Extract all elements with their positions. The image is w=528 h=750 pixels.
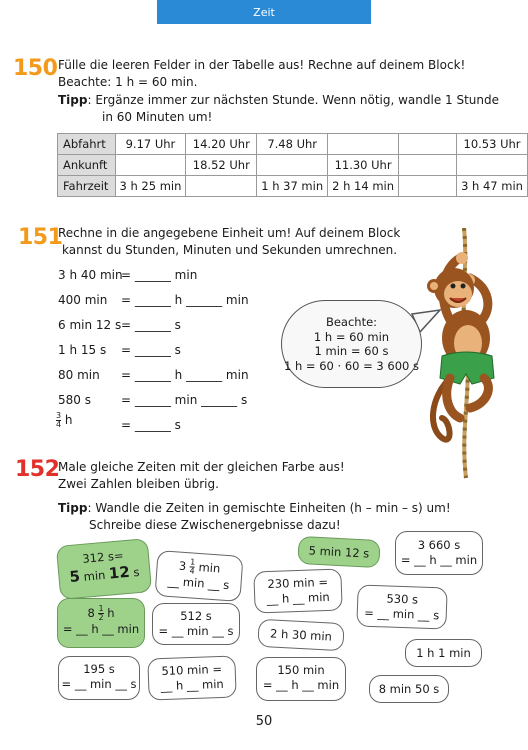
card-blank: __ min __ s	[167, 573, 230, 593]
exercise-number-150: 150	[13, 56, 58, 81]
bubble-title: Beachte:	[325, 315, 378, 329]
card-top: 512 s	[180, 609, 212, 623]
ex151-instruction-2: kannst du Stunden, Minuten und Sekunden umrechnen.	[62, 243, 398, 257]
table-cell: 18.52 Uhr	[186, 155, 257, 176]
task-left: 80 min	[58, 368, 100, 382]
card-blank: = __ h __ min	[62, 622, 140, 636]
tipp-text: : Ergänze immer zur nächsten Stunde. Wenn nötig, wandle 1 Stunde	[87, 93, 500, 107]
card-blank: = __ min __ s	[61, 677, 137, 691]
table-cell	[399, 134, 457, 155]
tipp-text: : Wandle die Zeiten in gemischte Einheiten (h – min – s) um!	[87, 501, 451, 515]
table-cell: 7.48 Uhr	[257, 134, 328, 155]
card-top: 150 min	[277, 663, 325, 677]
task-left: 400 min	[58, 293, 108, 307]
time-card-530s[interactable]	[356, 584, 447, 629]
card-top: 3 $\frac{1}{4}$ min	[178, 557, 221, 576]
table-row	[58, 134, 528, 155]
card-top: 312 s=	[81, 548, 125, 566]
time-card-312s[interactable]	[56, 538, 152, 600]
row-header: Abfahrt	[58, 134, 116, 155]
card-blank: = __ min __ s	[364, 605, 440, 623]
card-top: 3 660 s	[417, 538, 461, 552]
card-top: 8 $\frac{1}{2}$ h	[87, 604, 115, 622]
time-card-8-half-h[interactable]	[57, 598, 145, 648]
time-table	[57, 133, 528, 197]
row-header: Ankunft	[58, 155, 116, 176]
task-left-fraction	[56, 412, 73, 429]
table-row	[58, 155, 528, 176]
table-row	[58, 176, 528, 197]
table-cell	[399, 176, 457, 197]
ex150-instruction-1: Fülle die leeren Felder in der Tabelle aus! Rechne auf deinem Block!	[58, 58, 466, 72]
tipp-label: Tipp	[58, 93, 88, 107]
table-cell	[457, 155, 528, 176]
table-cell	[257, 155, 328, 176]
time-card-1h1min[interactable]: 1 h 1 min	[405, 639, 482, 667]
card-blank: = __ h __ min	[262, 678, 340, 692]
ex152-instruction-1: Male gleiche Zeiten mit der gleichen Farbe aus!	[58, 460, 345, 474]
task-left: 580 s	[58, 393, 91, 407]
table-cell	[186, 176, 257, 197]
exercise-number-152: 152	[15, 457, 60, 482]
time-card-8min50s[interactable]: 8 min 50 s	[369, 675, 449, 703]
card-top: 230 min =	[267, 574, 329, 592]
ex151-instruction-1: Rechne in die angegebene Einheit um! Auf deinem Block	[58, 226, 401, 240]
hint-bubble	[281, 300, 422, 388]
task-right: = ______ s	[121, 318, 181, 332]
task-left: 1 h 15 s	[58, 343, 107, 357]
ex152-tipp-line2: Schreibe diese Zwischenergebnisse dazu!	[89, 518, 341, 532]
time-card-195s[interactable]	[58, 656, 140, 700]
row-header: Fahrzeit	[58, 176, 116, 197]
table-cell	[115, 155, 186, 176]
ex152-tipp	[58, 500, 451, 517]
task-right: = ______ min ______ s	[121, 393, 248, 407]
fraction	[56, 412, 61, 429]
task-left: 3 h 40 min	[58, 268, 123, 282]
time-card-3-quarter-min[interactable]	[155, 550, 244, 602]
card-blank: __ h __ min	[160, 676, 224, 694]
task-right: = ______ min	[121, 268, 198, 282]
time-card-512s[interactable]	[152, 603, 240, 645]
time-card-510min[interactable]	[147, 655, 236, 700]
table-cell: 3 h 25 min	[115, 176, 186, 197]
ex150-tipp-line2: in 60 Minuten um!	[102, 110, 213, 124]
page-number: 50	[255, 714, 273, 729]
card-blank: = __ min __ s	[158, 624, 234, 638]
bubble-line: 1 h = 60 · 60 = 3 600 s	[284, 358, 419, 373]
ex152-instruction-2: Zwei Zahlen bleiben übrig.	[58, 477, 219, 491]
task-right: = ______ s	[121, 343, 181, 357]
table-cell	[399, 155, 457, 176]
chapter-title: Zeit	[253, 5, 275, 19]
card-top: 510 min =	[161, 661, 223, 679]
bubble-line: 1 min = 60 s	[314, 344, 389, 358]
exercise-number-151: 151	[18, 225, 63, 250]
tipp-label: Tipp	[58, 501, 88, 515]
table-cell: 9.17 Uhr	[115, 134, 186, 155]
ex150-instruction-2: Beachte: 1 h = 60 min.	[58, 75, 198, 89]
chapter-tab	[157, 0, 371, 24]
task-right: = ______ s	[121, 418, 181, 432]
time-card-3660s[interactable]	[395, 531, 483, 575]
table-cell	[328, 134, 399, 155]
time-card-150min[interactable]	[256, 657, 346, 701]
table-cell: 2 h 14 min	[328, 176, 399, 197]
monkey-illustration	[420, 228, 520, 480]
task-right: = ______ h ______ min	[121, 293, 249, 307]
fraction-denominator: 4	[56, 420, 62, 429]
task-right: = ______ h ______ min	[121, 368, 249, 382]
table-cell: 1 h 37 min	[257, 176, 328, 197]
card-blank: = __ h __ min	[400, 553, 478, 567]
task-left: 6 min 12 s	[58, 318, 122, 332]
time-card-2h30min[interactable]: 2 h 30 min	[257, 619, 344, 651]
unit: h	[64, 413, 73, 427]
fraction-numerator: 3	[56, 411, 62, 420]
card-top: 530 s	[386, 591, 419, 607]
ex150-tipp	[58, 92, 499, 109]
bubble-line: 1 h = 60 min	[313, 329, 390, 344]
table-cell: 10.53 Uhr	[457, 134, 528, 155]
table-cell: 11.30 Uhr	[328, 155, 399, 176]
card-top: 195 s	[83, 662, 115, 676]
card-filled-answer: 5 min 12 s	[68, 562, 140, 586]
table-cell: 14.20 Uhr	[186, 134, 257, 155]
time-card-230min[interactable]	[253, 568, 342, 613]
card-blank: __ h __ min	[266, 589, 330, 607]
table-cell: 3 h 47 min	[457, 176, 528, 197]
time-card-5min12s[interactable]: 5 min 12 s	[297, 536, 380, 568]
